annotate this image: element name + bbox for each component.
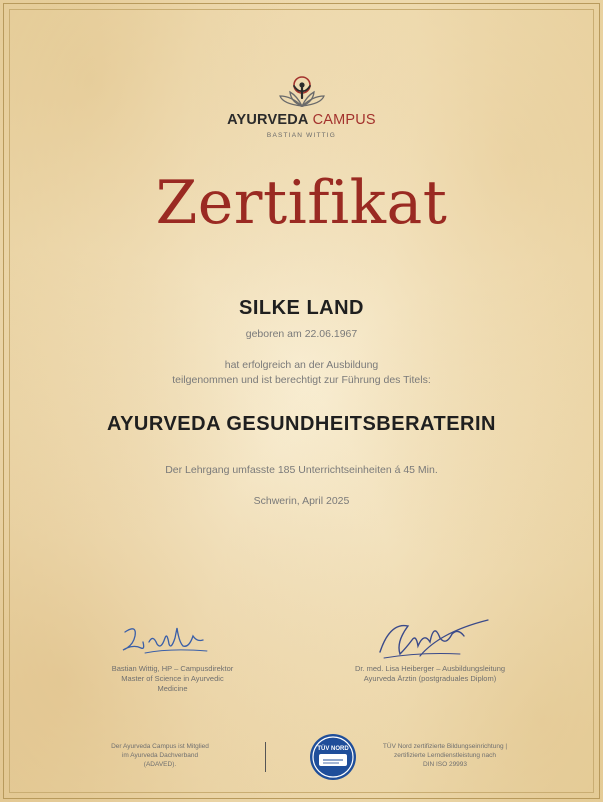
membership-note	[95, 742, 225, 769]
recipient-name: SILKE LAND	[239, 297, 364, 319]
brand-subtitle: BASTIAN WITTIG	[266, 132, 337, 139]
signature-right	[360, 612, 490, 667]
intro-text	[0, 358, 603, 388]
brand-name-light: CAMPUS	[312, 112, 376, 128]
membership-line-2: im Ayurveda Dachverband	[121, 752, 199, 759]
birth-date: geboren am 22.06.1967	[245, 328, 358, 340]
signature-left	[115, 620, 215, 665]
caption-left-line-3: Medicine	[157, 684, 188, 693]
intro-line-1: hat erfolgreich an der Ausbildung	[224, 359, 379, 371]
signature-caption-left	[85, 664, 260, 694]
certification-line-3: DIN ISO 29993	[422, 761, 468, 768]
caption-right-line-1: Dr. med. Lisa Heiberger – Ausbildungsleitung	[354, 664, 506, 673]
caption-right-line-2: Ayurveda Ärztin (postgraduales Diplom)	[363, 674, 497, 683]
certification-note	[365, 742, 525, 769]
certificate-title: Zertifikat	[155, 168, 448, 238]
brand-logotype	[0, 112, 603, 128]
certification-line-1: TÜV Nord zertifizierte Bildungseinrichtung |	[382, 743, 508, 750]
caption-left-line-2: Master of Science in Ayurvedic	[121, 674, 224, 683]
certification-line-2: zertifizierte Lerndienstleistung nach	[394, 752, 496, 759]
course-info: Der Lehrgang umfasste 185 Unterrichtseinheiten á 45 Min.	[165, 464, 438, 476]
membership-line-3: (ADAVED).	[143, 761, 177, 768]
seal-text: TÜV NORD	[317, 746, 349, 752]
lotus-figure-icon	[0, 76, 603, 110]
caption-left-line-1: Bastian Wittig, HP – Campusdirektor	[111, 664, 234, 673]
place-date: Schwerin, April 2025	[253, 495, 350, 507]
signature-caption-right	[330, 664, 530, 684]
membership-line-1: Der Ayurveda Campus ist Mitglied	[111, 743, 209, 750]
brand-name-bold: AYURVEDA	[227, 112, 309, 128]
footer-divider	[265, 742, 266, 772]
intro-line-2: teilgenommen und ist berechtigt zur Führung des Titels:	[172, 374, 431, 386]
tuv-nord-seal-icon	[309, 733, 357, 786]
degree-title: AYURVEDA GESUNDHEITSBERATERIN	[106, 413, 496, 435]
